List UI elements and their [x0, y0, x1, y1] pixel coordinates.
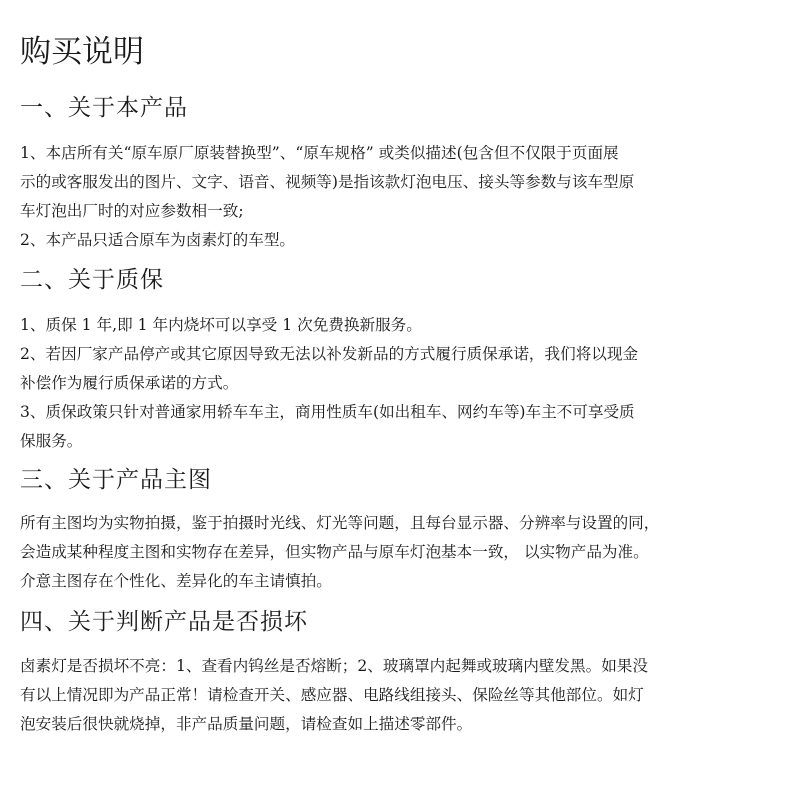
section-body-main-image	[20, 509, 790, 596]
text-line: 补偿作为履行质保承诺的方式。	[20, 374, 239, 392]
text-line: 保服务。	[20, 432, 83, 450]
text-line: 3、质保政策只针对普通家用轿车车主，商用性质车(如出租车、网约车等)车主不可享受质	[20, 403, 635, 421]
text-line: 2、本产品只适合原车为卤素灯的车型。	[20, 231, 296, 249]
text-line: 1、质保 1 年,即 1 年内烧坏可以享受 1 次免费换新服务。	[20, 316, 422, 334]
section-heading-main-image: 三、关于产品主图	[20, 467, 212, 493]
text-line: 卤素灯是否损坏不亮：1、查看内钨丝是否熔断；2、玻璃罩内起舞或玻璃内壁发黑。如果没	[20, 657, 648, 675]
text-line: 2、若因厂家产品停产或其它原因导致无法以补发新品的方式履行质保承诺，我们将以现金	[20, 345, 639, 363]
text-line: 车灯泡出厂时的对应参数相一致;	[20, 202, 244, 220]
text-line: 泡安装后很快就烧掉，非产品质量问题，请检查如上描述零部件。	[20, 715, 473, 733]
page-title: 购买说明	[20, 34, 144, 70]
text-line: 会造成某种程度主图和实物存在差异，但实物产品与原车灯泡基本一致， 以实物产品为准。	[20, 543, 649, 561]
text-line: 所有主图均为实物拍摄，鉴于拍摄时光线、灯光等问题，且每台显示器、分辨率与设置的同，	[20, 514, 660, 532]
section-heading-warranty: 二、关于质保	[20, 267, 164, 293]
section-body-damage-check	[20, 652, 790, 739]
section-body-warranty	[20, 311, 790, 456]
section-body-product	[20, 139, 790, 255]
section-heading-product: 一、关于本产品	[20, 95, 188, 121]
text-line: 示的或客服发出的图片、文字、语音、视频等)是指该款灯泡电压、接头等参数与该车型原	[20, 173, 635, 191]
section-heading-damage-check: 四、关于判断产品是否损坏	[20, 609, 308, 635]
text-line: 有以上情况即为产品正常！请检查开关、感应器、电路线组接头、保险丝等其他部位。如灯	[20, 686, 644, 704]
text-line: 介意主图存在个性化、差异化的车主请慎拍。	[20, 572, 332, 590]
text-line: 1、本店所有关“原车原厂原装替换型”、“原车规格” 或类似描述(包含但不仅限于页面展	[20, 144, 619, 162]
